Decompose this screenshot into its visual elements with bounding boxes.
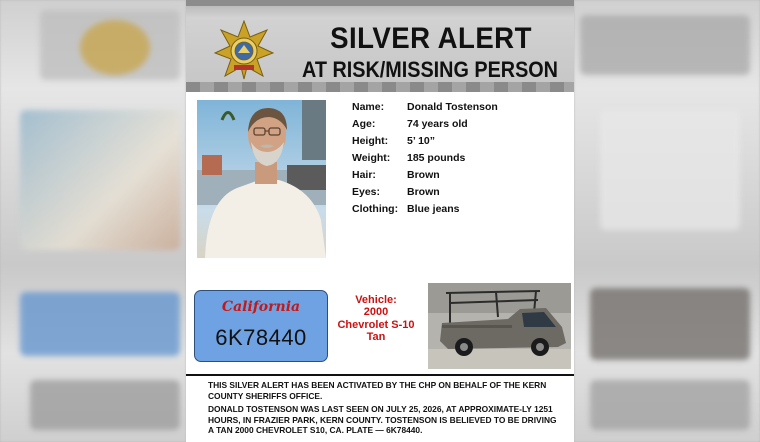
vehicle-model: Chevrolet S-10 bbox=[337, 318, 415, 331]
blurred-text-left bbox=[30, 380, 180, 430]
person-photo bbox=[197, 100, 326, 258]
detail-label: Clothing: bbox=[352, 202, 399, 215]
detail-value: Brown bbox=[407, 185, 440, 198]
detail-row-name bbox=[352, 98, 562, 115]
detail-value: 74 years old bbox=[407, 117, 468, 130]
detail-value: 5’ 10” bbox=[407, 134, 436, 147]
person-details bbox=[352, 98, 562, 217]
vehicle-heading: Vehicle: bbox=[355, 294, 397, 306]
license-plate bbox=[194, 290, 328, 362]
header-divider bbox=[186, 82, 574, 92]
vehicle-year: 2000 bbox=[363, 306, 389, 319]
blurred-footer-right bbox=[590, 380, 750, 430]
detail-value: Blue jeans bbox=[407, 202, 460, 215]
silver-alert-poster bbox=[186, 0, 574, 442]
blurred-photo-left bbox=[20, 110, 180, 250]
detail-label: Eyes: bbox=[352, 185, 381, 198]
detail-row-height bbox=[352, 132, 562, 149]
detail-value: Brown bbox=[407, 168, 440, 181]
blurred-truck-right bbox=[590, 288, 750, 360]
detail-row-age bbox=[352, 115, 562, 132]
detail-row-clothing bbox=[352, 200, 562, 217]
detail-value: Donald Tostenson bbox=[407, 100, 498, 113]
detail-label: Height: bbox=[352, 134, 389, 147]
detail-value: 185 pounds bbox=[407, 151, 466, 164]
alert-subtitle: AT RISK/MISSING PERSON bbox=[302, 57, 558, 82]
activation-notice: THIS SILVER ALERT HAS BEEN ACTIVATED BY THE CHP ON BEHALF OF THE KERN COUNTY SHERIFFS OFFICE. bbox=[208, 380, 547, 401]
detail-label: Weight: bbox=[352, 151, 391, 164]
truck-photo bbox=[428, 283, 571, 369]
blurred-plate-left bbox=[20, 292, 180, 356]
detail-row-eyes bbox=[352, 183, 562, 200]
chp-badge-icon bbox=[214, 20, 274, 80]
vehicle-color: Tan bbox=[366, 330, 386, 343]
blurred-text-right bbox=[600, 110, 740, 230]
section-divider bbox=[186, 374, 574, 376]
alert-title: SILVER ALERT bbox=[330, 22, 532, 55]
detail-row-weight bbox=[352, 149, 562, 166]
detail-label: Hair: bbox=[352, 168, 376, 181]
plate-number: 6K78440 bbox=[215, 325, 307, 350]
vehicle-description bbox=[328, 294, 424, 343]
blurred-header-right bbox=[580, 15, 750, 75]
last-seen-notice: DONALD TOSTENSON WAS LAST SEEN ON JULY 25, 2026, AT APPROXIMATE-LY 1251 HOURS, IN FRAZIER PARK, KERN COUNTY. TOSTENSON IS BELIEVED TO BE DRIVING A TAN 2000 CHEVROLET S10, CA. PLATE — 6K78440. bbox=[208, 404, 557, 436]
blurred-badge-left bbox=[80, 20, 150, 75]
poster-header bbox=[186, 0, 574, 88]
detail-row-hair bbox=[352, 166, 562, 183]
detail-label: Name: bbox=[352, 100, 385, 113]
detail-label: Age: bbox=[352, 117, 376, 130]
alert-details bbox=[208, 380, 558, 439]
plate-state: California bbox=[221, 299, 301, 315]
